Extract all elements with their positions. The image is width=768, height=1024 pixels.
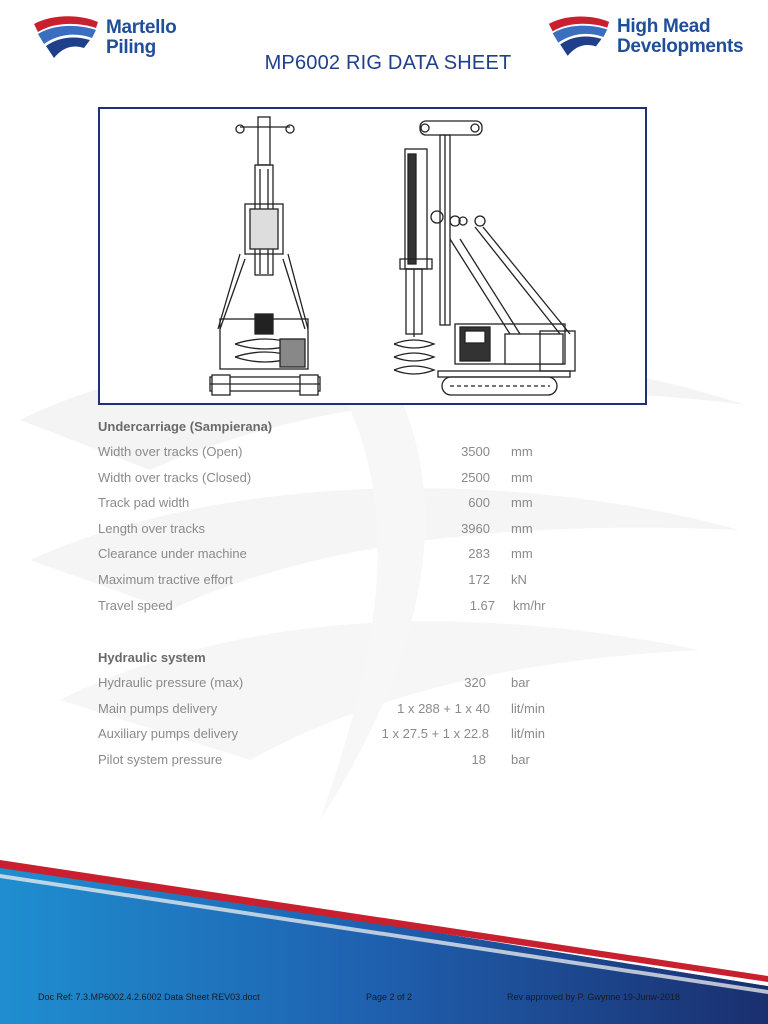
spec-value: 1.67 [469, 597, 495, 613]
spec-label: Clearance under machine [98, 546, 247, 562]
section-heading: Hydraulic system [98, 650, 206, 665]
spec-unit: kN [511, 571, 527, 587]
rig-side-view [394, 121, 575, 395]
spec-row [98, 465, 658, 491]
section-heading: Undercarriage (Sampierana) [98, 419, 273, 434]
spec-label: Track pad width [98, 495, 190, 511]
spec-unit: mm [511, 546, 533, 562]
spec-value: 1 x 27.5 + 1 x 22.8 [381, 726, 489, 742]
spec-unit: mm [511, 444, 533, 459]
hydraulic-section [98, 645, 658, 772]
spec-row [98, 593, 658, 619]
logo-line-1: Martello [106, 17, 177, 38]
footer-doc-ref: Doc Ref: 7.3.MP6002.4.2.6002 Data Sheet REV03.doct [38, 992, 260, 1002]
spec-row [98, 541, 658, 567]
spec-label: Width over tracks (Closed) [98, 469, 252, 485]
spec-label: Pilot system pressure [98, 751, 223, 767]
spec-unit: mm [511, 469, 533, 485]
logo-line-1: High Mead [617, 16, 711, 37]
spec-label: Maximum tractive effort [98, 571, 233, 587]
spec-label: Length over tracks [98, 520, 205, 536]
spec-value: 18 [471, 751, 486, 767]
page-title: MP6002 RIG DATA SHEET [264, 52, 512, 74]
spec-value: 172 [468, 571, 490, 587]
undercarriage-section [98, 414, 658, 618]
spec-label: Auxiliary pumps delivery [98, 726, 239, 742]
spec-row [98, 670, 658, 696]
spec-unit: mm [511, 495, 533, 511]
spec-unit: km/hr [513, 597, 546, 613]
spec-unit: bar [511, 751, 530, 767]
rig-drawing-frame [98, 107, 647, 405]
logo-line-2: Developments [617, 36, 744, 57]
footer-approval: Rev approved by P. Gwynne 19-Junw-2018 [507, 992, 680, 1002]
spec-unit: lit/min [511, 726, 545, 742]
rig-front-view [210, 117, 320, 395]
spec-label: Hydraulic pressure (max) [98, 675, 244, 690]
spec-row [98, 567, 658, 593]
spec-unit: lit/min [511, 700, 545, 716]
spec-row [98, 516, 658, 542]
rig-drawing [100, 109, 645, 403]
spec-row [98, 721, 658, 747]
spec-label: Width over tracks (Open) [98, 444, 243, 459]
spec-row [98, 747, 658, 773]
spec-row [98, 439, 658, 465]
spec-unit: bar [511, 675, 530, 690]
spec-value: 283 [468, 546, 490, 562]
spec-value: 3960 [461, 520, 490, 536]
spec-value: 320 [464, 675, 486, 690]
footer-page-number: Page 2 of 2 [366, 992, 413, 1002]
spec-value: 2500 [461, 469, 490, 485]
spec-label: Main pumps delivery [98, 700, 218, 716]
logo-line-2: Piling [106, 37, 156, 58]
spec-value: 3500 [461, 444, 490, 459]
spec-row [98, 696, 658, 722]
spec-label: Travel speed [98, 597, 173, 613]
spec-row [98, 490, 658, 516]
spec-value: 600 [468, 495, 490, 511]
spec-value: 1 x 288 + 1 x 40 [397, 700, 490, 716]
spec-unit: mm [511, 520, 533, 536]
